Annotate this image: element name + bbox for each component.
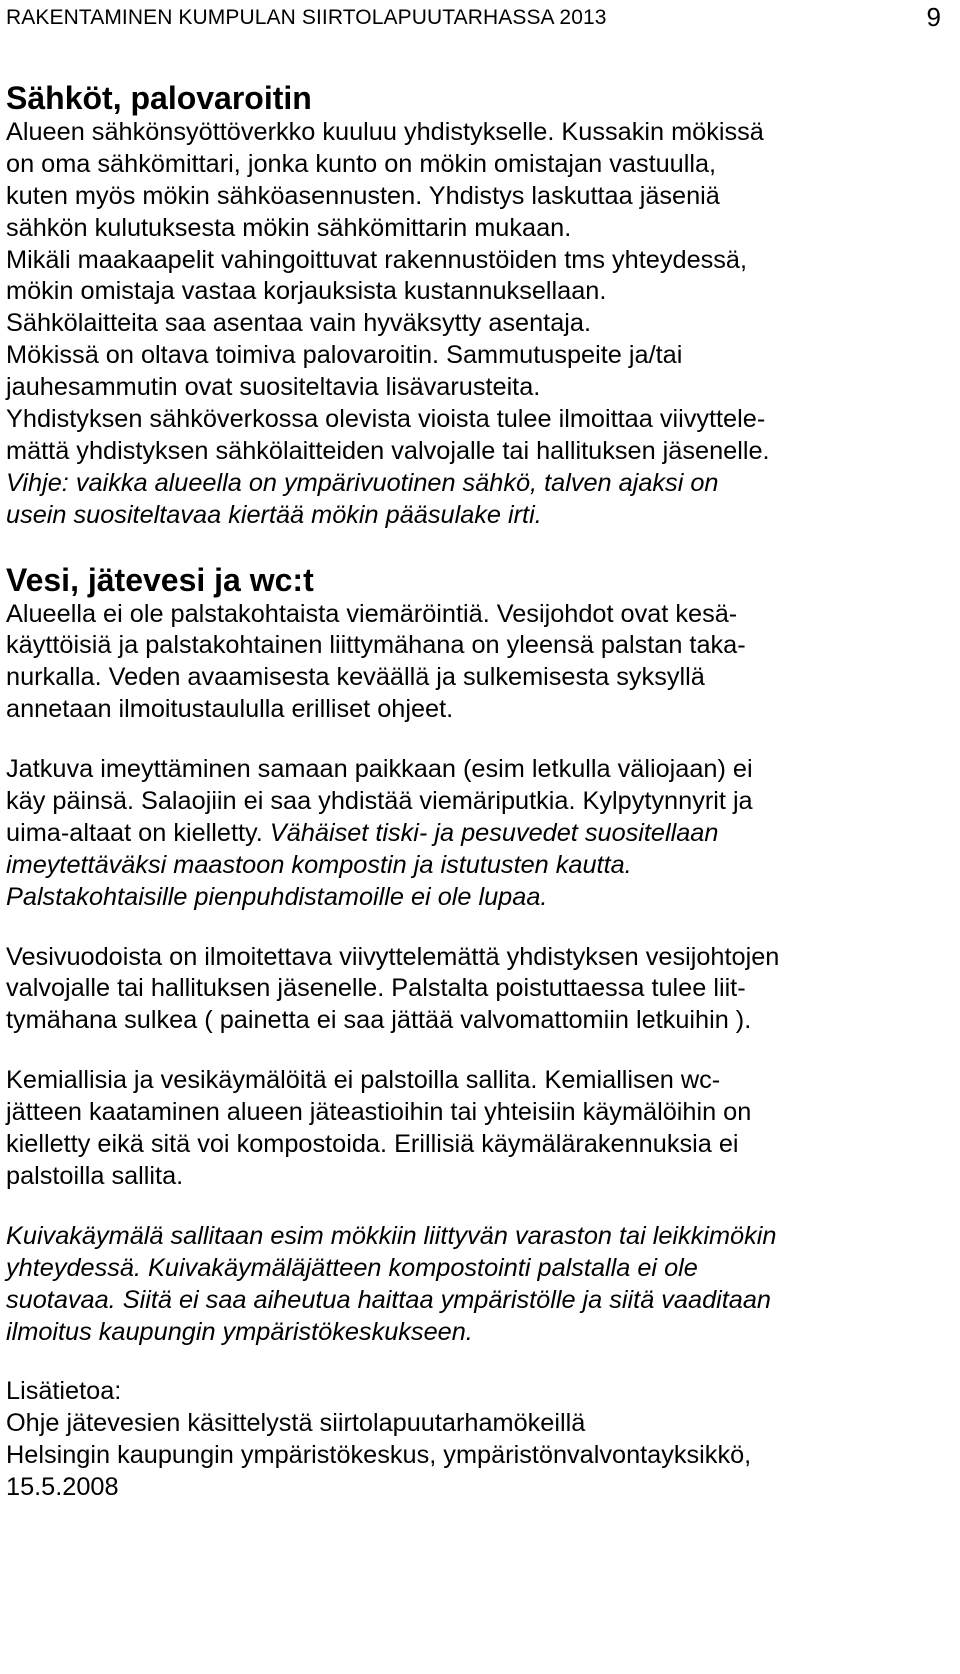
text-line: suotavaa. Siitä ei saa aiheutua haittaa ympäristölle ja siitä vaaditaan — [6, 1285, 771, 1314]
text-line: ilmoitus kaupungin ympäristökeskukseen. — [6, 1317, 473, 1346]
text-span: uima-altaat on kielletty. — [6, 818, 270, 847]
text-line: annetaan ilmoitustaululla erilliset ohjeet. — [6, 695, 454, 724]
text-line: Sähkölaitteita saa asentaa vain hyväksytty asentaja. — [6, 309, 591, 338]
text-line: Mökissä on oltava toimiva palovaroitin. Sammutuspeite ja/tai — [6, 341, 683, 370]
text-line: käyttöisiä ja palstakohtainen liittymähana on yleensä palstan taka- — [6, 631, 746, 660]
header-title: RAKENTAMINEN KUMPULAN SIIRTOLAPUUTARHASSA 2013 — [6, 6, 607, 29]
text-line: jauhesammutin ovat suositeltavia lisävarusteita. — [6, 373, 541, 402]
text-line: yhteydessä. Kuivakäymäläjätteen kompostointi palstalla ei ole — [6, 1253, 698, 1282]
section-heading-water: Vesi, jätevesi ja wc:t — [6, 561, 314, 598]
text-line: Vesivuodoista on ilmoitettava viivyttelemättä yhdistyksen vesijohtojen — [6, 942, 780, 971]
text-line: kielletty eikä sitä voi kompostoida. Erillisiä käymälärakennuksia ei — [6, 1130, 739, 1159]
section-heading-electricity: Sähköt, palovaroitin — [6, 80, 312, 116]
water-paragraph-1 — [6, 599, 941, 727]
text-line: tymähana sulkea ( painetta ei saa jättää valvomattomiin letkuihin ). — [6, 1006, 752, 1035]
text-line: Kemiallisia ja vesikäymälöitä ei palstoilla sallita. Kemiallisen wc- — [6, 1066, 721, 1095]
text-line: Jatkuva imeyttäminen samaan paikkaan (esim letkulla väliojaan) ei — [6, 755, 753, 784]
tip-line: Vihje: vaikka alueella on ympärivuotinen sähkö, talven ajaksi on — [6, 468, 719, 497]
electricity-paragraph — [6, 117, 941, 532]
text-line: mökin omistaja vastaa korjauksista kustannuksellaan. — [6, 277, 607, 306]
water-paragraph-2 — [6, 754, 941, 913]
text-line — [6, 818, 941, 850]
water-paragraph-5 — [6, 1221, 941, 1349]
text-line: palstoilla sallita. — [6, 1161, 184, 1190]
text-line: mättä yhdistyksen sähkölaitteiden valvojalle tai hallituksen jäsenelle. — [6, 436, 770, 465]
text-line: Kuivakäymälä sallitaan esim mökkiin liittyvän varaston tai leikkimökin — [6, 1221, 777, 1250]
reference-date: 15.5.2008 — [6, 1473, 119, 1502]
text-line: Yhdistyksen sähköverkossa olevista vioista tulee ilmoittaa viivyttele- — [6, 405, 766, 434]
text-line: kuten myös mökin sähköasennusten. Yhdistys laskuttaa jäseniä — [6, 181, 720, 210]
reference-line: Helsingin kaupungin ympäristökeskus, ympäristönvalvontayksikkö, — [6, 1441, 752, 1470]
reference-line: Ohje jätevesien käsittelystä siirtolapuutarhamökeillä — [6, 1409, 586, 1438]
text-line: sähkön kulutuksesta mökin sähkömittarin mukaan. — [6, 213, 572, 242]
text-line: Mikäli maakaapelit vahingoittuvat rakennustöiden tms yhteydessä, — [6, 245, 748, 274]
water-paragraph-3 — [6, 942, 941, 1038]
text-line: valvojalle tai hallituksen jäsenelle. Palstalta poistuttaessa tulee liit- — [6, 974, 746, 1003]
page-number: 9 — [926, 2, 941, 32]
text-line: on oma sähkömittari, jonka kunto on mökin omistajan vastuulla, — [6, 149, 717, 178]
text-line: Palstakohtaisille pienpuhdistamoille ei ole lupaa. — [6, 882, 548, 911]
more-info-label: Lisätietoa: — [6, 1377, 122, 1406]
text-line: Alueen sähkönsyöttöverkko kuuluu yhdistykselle. Kussakin mökissä — [6, 118, 764, 146]
text-line: jätteen kaataminen alueen jäteastioihin tai yhteisiin käymälöihin on — [6, 1098, 752, 1127]
tip-line: usein suositeltavaa kiertää mökin pääsulake irti. — [6, 500, 542, 529]
text-line: käy päinsä. Salaojiin ei saa yhdistää viemäriputkia. Kylpytynnyrit ja — [6, 787, 753, 816]
page-header — [6, 2, 941, 42]
italic-span: Vähäiset tiski- ja pesuvedet suositellaan — [269, 818, 719, 847]
more-info — [6, 1376, 941, 1504]
text-line: nurkalla. Veden avaamisesta keväällä ja sulkemisesta syksyllä — [6, 663, 705, 692]
water-paragraph-4 — [6, 1065, 941, 1193]
text-line: Alueella ei ole palstakohtaista viemäröintiä. Vesijohdot ovat kesä- — [6, 599, 738, 628]
document-body — [6, 80, 941, 1504]
text-line: imeytettäväksi maastoon kompostin ja istutusten kautta. — [6, 850, 632, 879]
